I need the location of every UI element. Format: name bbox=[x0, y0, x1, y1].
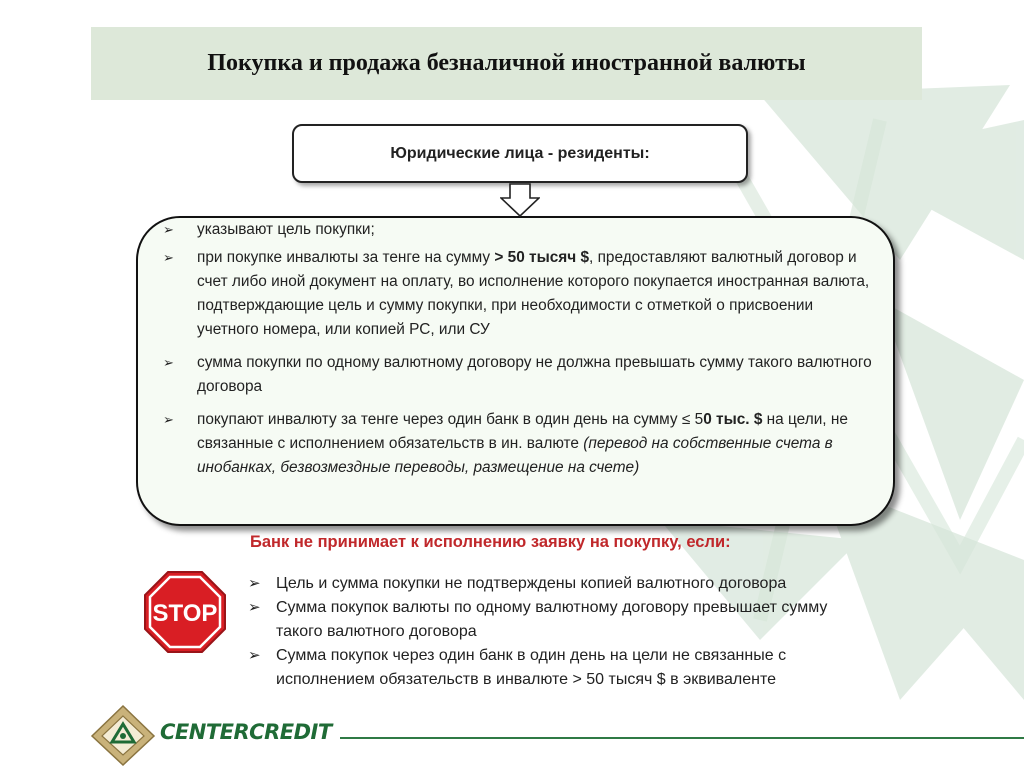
list-item bbox=[163, 218, 875, 242]
title-band bbox=[91, 27, 922, 100]
list-item bbox=[163, 351, 875, 399]
list-item bbox=[246, 596, 876, 644]
rule-emphasis: 0 тыс. $ bbox=[703, 411, 763, 428]
down-outline-arrow-icon bbox=[500, 183, 540, 217]
rule-emphasis: > 50 тысяч $ bbox=[494, 249, 590, 266]
arrowhead-bullet-icon: ➢ bbox=[163, 355, 174, 370]
arrowhead-bullet-icon: ➢ bbox=[163, 222, 174, 237]
list-item bbox=[163, 408, 875, 480]
rule-text: , предоставляют валютный договор и счет либо иной документ на оплату, во исполнение которого покупается иностранная валюта, подтверждающие цель и сумму покупки, при необходимости с отметкой о присвоении учетного номера, или копией РС, или СУ bbox=[197, 249, 870, 338]
arrowhead-bullet-icon: ➢ bbox=[248, 575, 261, 592]
rules-list bbox=[163, 218, 875, 480]
list-item bbox=[246, 644, 876, 692]
stop-sign-icon bbox=[143, 570, 227, 654]
list-item bbox=[163, 246, 875, 342]
page-title: Покупка и продажа безналичной иностранной валюты bbox=[207, 50, 806, 76]
arrowhead-bullet-icon: ➢ bbox=[163, 412, 174, 427]
footer-divider bbox=[340, 737, 1024, 739]
refusal-text: Сумма покупок валюты по одному валютному договору превышает сумму такого валютного договора bbox=[276, 599, 828, 640]
rule-italic-note: (перевод на собственные счета в инобанках, безвозмездные переводы, размещение на счете) bbox=[197, 435, 833, 476]
refusal-text: Сумма покупок через один банк в один день на цели не связанные с исполнением обязательств в инвалюте > 50 тысяч $ в эквиваленте bbox=[276, 647, 787, 688]
arrowhead-bullet-icon: ➢ bbox=[163, 250, 174, 265]
rule-text: на цели, не связанные с исполнением обязательств в ин. валюте bbox=[197, 411, 848, 452]
rule-text: покупают инвалюту за тенге через один банк в один день на сумму ≤ 5 bbox=[197, 411, 704, 428]
rule-text: сумма покупки по одному валютному договору не должна превышать сумму такого валютного договора bbox=[197, 354, 872, 395]
rule-text: указывают цель покупки; bbox=[197, 221, 375, 238]
stop-label: STOP bbox=[152, 600, 218, 627]
entity-box bbox=[292, 124, 748, 183]
refusal-list bbox=[246, 572, 876, 692]
brand-name: CENTERCREDIT bbox=[160, 720, 332, 744]
arrowhead-bullet-icon: ➢ bbox=[248, 647, 261, 664]
refusal-text: Цель и сумма покупки не подтверждены копией валютного договора bbox=[276, 575, 787, 592]
centercredit-logo-icon bbox=[90, 704, 156, 767]
arrowhead-bullet-icon: ➢ bbox=[248, 599, 261, 616]
entity-label: Юридические лица - резиденты: bbox=[390, 144, 650, 162]
rule-text: при покупке инвалюты за тенге на сумму bbox=[197, 249, 495, 266]
refusal-heading: Банк не принимает к исполнению заявку на покупку, если: bbox=[250, 533, 731, 551]
list-item bbox=[246, 572, 876, 596]
